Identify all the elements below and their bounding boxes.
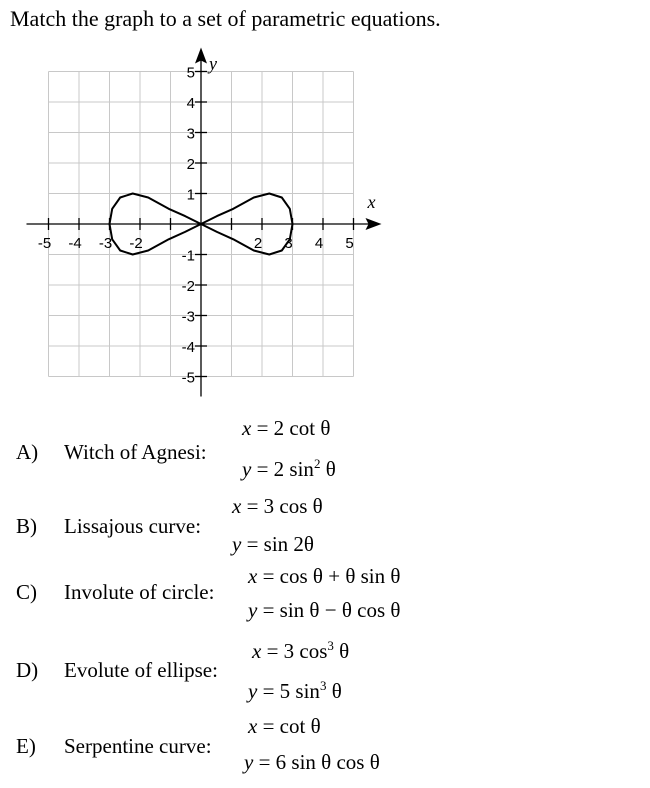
- choice-name: Serpentine curve:: [64, 734, 212, 758]
- choice-name: Witch of Agnesi:: [64, 440, 207, 464]
- y-tick-label: -3: [181, 308, 195, 326]
- x-equation: x = 3 $\cos^3 \theta$: [252, 638, 350, 663]
- choice-letter: D): [16, 658, 39, 682]
- y-tick-label: 1: [186, 186, 195, 204]
- y-tick-label: 2: [186, 156, 195, 173]
- y-tick-label: -1: [181, 247, 195, 265]
- y-tick-label: -5: [181, 369, 195, 387]
- y-tick-label: -2: [181, 278, 195, 295]
- y-tick-label: 3: [186, 125, 195, 143]
- x-equation: x = cot θ: [248, 714, 321, 738]
- x-tick-label: -4: [68, 235, 82, 252]
- x-equation: x = 2 cot θ: [242, 416, 331, 440]
- y-equation: y = 6 sin θ cos θ: [244, 750, 380, 774]
- choice-letter: E): [16, 734, 36, 758]
- x-tick-label: -3: [98, 235, 113, 252]
- y-axis-label: y: [209, 53, 217, 74]
- y-equation: y = 2 $\sin^2 \theta$: [242, 456, 336, 481]
- choice-letter: A): [16, 440, 39, 464]
- y-equation: y = sin 2θ: [232, 532, 314, 556]
- choice-e: [0, 710, 650, 786]
- x-tick-label: 3: [284, 235, 293, 252]
- y-equation: y = sin θ − θ cos θ: [248, 598, 401, 622]
- y-tick-label: -4: [181, 339, 195, 356]
- choice-name: Involute of circle:: [64, 580, 215, 604]
- x-equation: x = 3 cos θ: [232, 494, 323, 518]
- x-tick-label: 5: [345, 235, 354, 252]
- x-tick-label: -5: [37, 235, 52, 252]
- x-tick-label: 4: [314, 235, 324, 252]
- choice-name: Evolute of ellipse:: [64, 658, 218, 682]
- x-equation: x = cos θ + θ sin θ: [248, 564, 401, 588]
- y-tick-label: 5: [186, 64, 195, 82]
- choice-c: [0, 560, 650, 636]
- question-text: Match the graph to a set of parametric equations.: [10, 6, 441, 31]
- choice-a: [0, 410, 650, 486]
- parametric-graph: [0, 40, 400, 410]
- y-tick-label: 4: [186, 95, 195, 112]
- choice-b: [0, 488, 650, 564]
- choice-letter: B): [16, 514, 37, 538]
- x-tick-label: 2: [253, 235, 263, 252]
- choice-d: [0, 632, 650, 708]
- choice-name: Lissajous curve:: [64, 514, 202, 538]
- choice-letter: C): [16, 580, 37, 604]
- y-equation: y = 5 $\sin^3 \theta$: [248, 678, 342, 703]
- x-tick-label: -2: [129, 235, 143, 252]
- x-axis-label: x: [367, 192, 376, 212]
